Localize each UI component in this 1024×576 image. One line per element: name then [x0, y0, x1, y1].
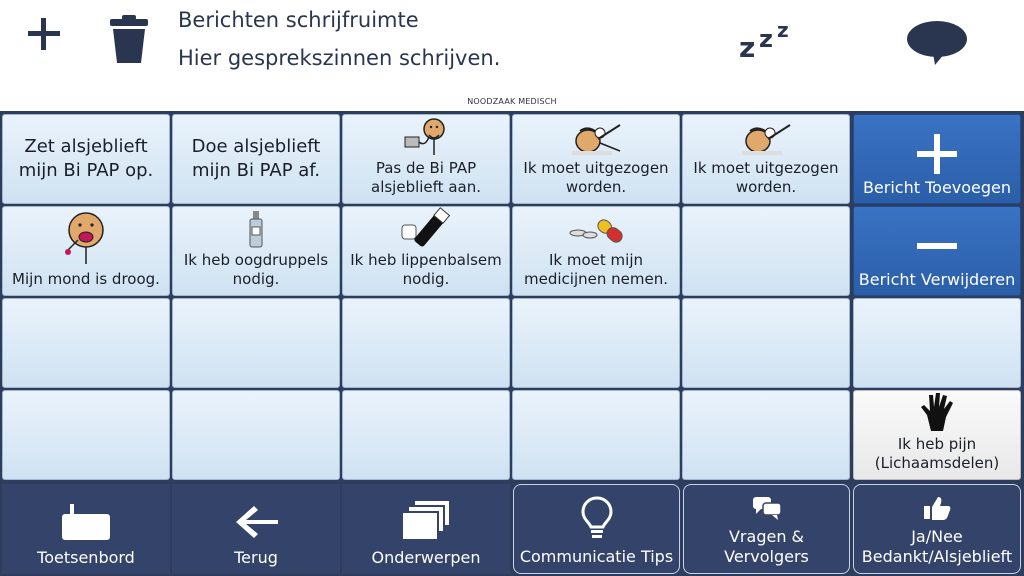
message-bar — [0, 0, 1024, 112]
eye-drops-icon — [246, 209, 266, 249]
lip-balm-icon — [400, 207, 452, 249]
nav-keyboard-button[interactable] — [2, 484, 170, 574]
nav-questions-button[interactable] — [683, 484, 850, 574]
hand-icon — [917, 391, 957, 433]
plus-icon — [915, 132, 959, 176]
pain-label: Ik heb pijn (Lichaamsdelen) — [874, 435, 1000, 472]
keyboard-icon — [60, 502, 112, 542]
arrow-left-icon — [232, 502, 280, 542]
svg-text:z: z — [777, 18, 789, 42]
lightbulb-icon — [580, 495, 614, 541]
nav-back-button[interactable] — [172, 484, 340, 574]
nav-label: Communicatie Tips — [519, 547, 674, 566]
empty-cell[interactable] — [342, 298, 510, 388]
empty-cell[interactable] — [853, 298, 1021, 388]
phrase-cell-suction-1[interactable] — [512, 114, 680, 204]
phrase-label: Pas de Bi PAP alsjeblieft aan. — [371, 159, 481, 196]
svg-text:z: z — [759, 25, 773, 53]
phrase-cell-bipap-off[interactable] — [172, 114, 340, 204]
stack-icon — [400, 498, 452, 542]
phrase-label: Doe alsjeblieft mijn Bi PAP af. — [191, 136, 321, 181]
message-line-1[interactable]: Berichten schrijfruimte — [178, 8, 419, 32]
empty-cell[interactable] — [682, 298, 850, 388]
suction-icon — [740, 121, 792, 157]
nav-communication-tips-button[interactable] — [513, 484, 680, 574]
empty-cell[interactable] — [172, 298, 340, 388]
chat-bubbles-icon — [751, 495, 783, 521]
pills-icon — [568, 213, 624, 249]
dry-mouth-person-icon — [60, 210, 112, 268]
empty-cell[interactable] — [2, 298, 170, 388]
suction-icon — [570, 121, 622, 157]
svg-text:z: z — [739, 31, 756, 61]
thumbs-up-icon — [922, 495, 952, 521]
phrase-cell-suction-2[interactable] — [682, 114, 850, 204]
pain-body-parts-button[interactable] — [853, 390, 1021, 480]
empty-cell[interactable] — [172, 390, 340, 480]
add-message-label: Bericht Toevoegen — [862, 178, 1012, 197]
delete-message-label: Bericht Verwijderen — [858, 270, 1016, 289]
nav-label: Terug — [234, 548, 278, 567]
minus-icon — [915, 224, 959, 268]
nav-label: Onderwerpen — [371, 548, 481, 567]
phrase-label: Zet alsjeblieft mijn Bi PAP op. — [18, 136, 154, 181]
trash-icon[interactable] — [106, 12, 152, 66]
message-line-2[interactable]: Hier gesprekszinnen schrijven. — [178, 46, 501, 70]
empty-cell[interactable] — [682, 390, 850, 480]
bipap-person-icon — [401, 117, 451, 157]
sleep-icon[interactable] — [736, 16, 798, 62]
phrase-label: Ik heb lippenbalsem nodig. — [350, 251, 502, 288]
page-label: NOODZAAK MEDISCH — [467, 97, 557, 106]
phrase-label: Ik moet mijn medicijnen nemen. — [524, 251, 668, 288]
empty-cell[interactable] — [2, 390, 170, 480]
empty-cell[interactable] — [512, 298, 680, 388]
phrase-label: Ik heb oogdruppels nodig. — [183, 251, 329, 288]
phrase-cell-eye-drops[interactable] — [172, 206, 340, 296]
speech-bubble-icon[interactable] — [904, 18, 970, 66]
nav-topics-button[interactable] — [342, 484, 510, 574]
nav-label: Ja/Nee Bedankt/Alsjeblieft — [861, 527, 1013, 566]
phrase-cell-dry-mouth[interactable] — [2, 206, 170, 296]
empty-cell[interactable] — [342, 390, 510, 480]
empty-cell[interactable] — [512, 390, 680, 480]
nav-yes-no-button[interactable] — [853, 484, 1021, 574]
add-message-button[interactable] — [853, 114, 1021, 204]
nav-label: Vragen & Vervolgers — [724, 527, 809, 566]
empty-cell[interactable] — [682, 206, 850, 296]
phrase-cell-bipap-on[interactable] — [2, 114, 170, 204]
phrase-label: Ik moet uitgezogen worden. — [693, 159, 839, 196]
nav-label: Toetsenbord — [37, 548, 135, 567]
phrase-label: Ik moet uitgezogen worden. — [523, 159, 669, 196]
phrase-cell-bipap-adjust[interactable] — [342, 114, 510, 204]
add-icon[interactable] — [24, 14, 64, 54]
phrase-label: Mijn mond is droog. — [12, 270, 160, 288]
phrase-cell-medicine[interactable] — [512, 206, 680, 296]
delete-message-button[interactable] — [853, 206, 1021, 296]
phrase-cell-lip-balm[interactable] — [342, 206, 510, 296]
